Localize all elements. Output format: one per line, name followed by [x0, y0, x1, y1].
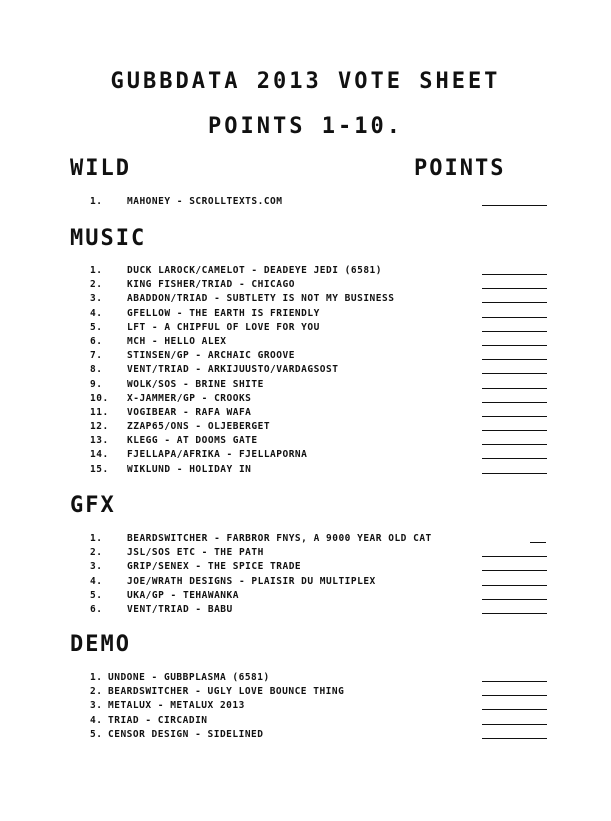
list-item: [0, 671, 611, 685]
entry-number: 12.: [90, 421, 109, 433]
list-item: [0, 728, 611, 742]
section-heading-gfx: GFX: [70, 493, 116, 518]
list-item: [0, 546, 611, 560]
list-item: [0, 349, 611, 363]
entry-title: VOGIBEAR - RAFA WAFA: [127, 406, 252, 418]
list-item: [0, 307, 611, 321]
entry-number: 14.: [90, 449, 109, 461]
entry-title: BEARDSWITCHER - UGLY LOVE BOUNCE THING: [108, 686, 345, 698]
entry-title: UKA/GP - TEHAWANKA: [127, 589, 239, 601]
points-blank-line[interactable]: [482, 585, 547, 586]
points-blank-line[interactable]: [482, 331, 547, 332]
list-item: [0, 335, 611, 349]
entry-number: 4.: [90, 714, 103, 726]
entry-title: VENT/TRIAD - ARKIJUUSTO/VARDAGSOST: [127, 364, 339, 376]
entry-title: FJELLAPA/AFRIKA - FJELLAPORNA: [127, 449, 308, 461]
entry-number: 3.: [90, 293, 103, 305]
entry-number: 5.: [90, 589, 103, 601]
entry-number: 3.: [90, 561, 103, 573]
list-item: [0, 278, 611, 292]
points-blank-line[interactable]: [482, 402, 547, 403]
points-range-title: POINTS 1-10.: [208, 114, 403, 139]
list-item: [0, 603, 611, 617]
entry-title: MCH - HELLO ALEX: [127, 335, 227, 347]
entry-title: WIKLUND - HOLIDAY IN: [127, 463, 252, 475]
points-blank-line[interactable]: [482, 388, 547, 389]
entry-title: CENSOR DESIGN - SIDELINED: [108, 728, 264, 740]
wild-entries-list: [0, 195, 611, 209]
points-blank-line[interactable]: [482, 359, 547, 360]
list-item: [0, 685, 611, 699]
entry-title: GFELLOW - THE EARTH IS FRIENDLY: [127, 307, 320, 319]
points-blank-line[interactable]: [482, 345, 547, 346]
list-item: [0, 532, 611, 546]
points-blank-line[interactable]: [482, 317, 547, 318]
music-entries-list: [0, 264, 611, 477]
list-item: [0, 434, 611, 448]
points-blank-line[interactable]: [482, 570, 547, 571]
entry-number: 1.: [90, 672, 103, 683]
sheet-title: GUBBDATA 2013 VOTE SHEET: [110, 69, 501, 94]
entry-title: WOLK/SOS - BRINE SHITE: [127, 378, 264, 390]
points-blank-line[interactable]: [482, 205, 547, 206]
points-blank-line[interactable]: [530, 542, 546, 543]
section-heading-wild: WILD: [70, 156, 131, 181]
points-blank-line[interactable]: [482, 430, 547, 431]
list-item: [0, 378, 611, 392]
entry-title: BEARDSWITCHER - FARBROR FNYS, A 9000 YEAR OLD CAT: [127, 533, 432, 544]
entry-title: TRIAD - CIRCADIN: [108, 714, 208, 726]
list-item: [0, 195, 611, 209]
entry-number: 1.: [90, 533, 103, 544]
entry-number: 5.: [90, 321, 103, 333]
points-blank-line[interactable]: [482, 458, 547, 459]
section-heading-demo: DEMO: [70, 632, 131, 657]
entry-title: STINSEN/GP - ARCHAIC GROOVE: [127, 350, 295, 362]
entry-number: 2.: [90, 547, 103, 559]
entry-title: DUCK LAROCK/CAMELOT - DEADEYE JEDI (6581): [127, 265, 382, 276]
points-blank-line[interactable]: [482, 416, 547, 417]
list-item: [0, 264, 611, 278]
points-blank-line[interactable]: [482, 288, 547, 289]
points-blank-line[interactable]: [482, 444, 547, 445]
demo-entries-list: [0, 671, 611, 742]
points-blank-line[interactable]: [482, 556, 547, 557]
list-item: [0, 575, 611, 589]
entry-title: LFT - A CHIPFUL OF LOVE FOR YOU: [127, 321, 320, 333]
entry-number: 11.: [90, 406, 109, 418]
entry-title: UNDONE - GUBBPLASMA (6581): [108, 672, 270, 683]
entry-number: 7.: [90, 350, 103, 362]
list-item: [0, 321, 611, 335]
points-blank-line[interactable]: [482, 681, 547, 682]
entry-number: 13.: [90, 435, 109, 447]
list-item: [0, 406, 611, 420]
list-item: [0, 560, 611, 574]
points-blank-line[interactable]: [482, 709, 547, 710]
list-item: [0, 292, 611, 306]
entry-number: 15.: [90, 463, 109, 475]
points-blank-line[interactable]: [482, 302, 547, 303]
section-heading-music: MUSIC: [70, 226, 147, 251]
entry-title: KLEGG - AT DOOMS GATE: [127, 435, 258, 447]
list-item: [0, 448, 611, 462]
entry-number: 5.: [90, 728, 103, 740]
entry-number: 4.: [90, 575, 103, 587]
points-blank-line[interactable]: [482, 373, 547, 374]
entry-number: 4.: [90, 307, 103, 319]
entry-title: JSL/SOS ETC - THE PATH: [127, 547, 264, 559]
points-blank-line[interactable]: [482, 473, 547, 474]
entry-number: 10.: [90, 392, 109, 404]
list-item: [0, 463, 611, 477]
gfx-entries-list: [0, 532, 611, 617]
points-blank-line[interactable]: [482, 695, 547, 696]
entry-number: 3.: [90, 700, 103, 712]
entry-number: 6.: [90, 603, 103, 615]
list-item: [0, 714, 611, 728]
entry-title: X-JAMMER/GP - CROOKS: [127, 392, 252, 404]
list-item: [0, 589, 611, 603]
list-item: [0, 392, 611, 406]
entry-title: MAHONEY - SCROLLTEXTS.COM: [127, 196, 283, 207]
entry-title: KING FISHER/TRIAD - CHICAGO: [127, 279, 295, 291]
list-item: [0, 363, 611, 377]
entry-title: JOE/WRATH DESIGNS - PLAISIR DU MULTIPLEX: [127, 575, 376, 587]
entry-title: ABADDON/TRIAD - SUBTLETY IS NOT MY BUSINESS: [127, 293, 395, 305]
points-column-heading: POINTS: [414, 156, 506, 181]
points-blank-line[interactable]: [482, 599, 547, 600]
entry-number: 2.: [90, 279, 103, 291]
entry-number: 2.: [90, 686, 103, 698]
points-blank-line[interactable]: [482, 724, 547, 725]
entry-number: 8.: [90, 364, 103, 376]
entry-number: 9.: [90, 378, 103, 390]
list-item: [0, 699, 611, 713]
entry-title: VENT/TRIAD - BABU: [127, 603, 233, 615]
entry-title: METALUX - METALUX 2013: [108, 700, 245, 712]
entry-title: ZZAP65/ONS - OLJEBERGET: [127, 421, 271, 433]
points-blank-line[interactable]: [482, 738, 547, 739]
list-item: [0, 420, 611, 434]
points-blank-line[interactable]: [482, 613, 547, 614]
entry-number: 6.: [90, 335, 103, 347]
entry-number: 1.: [90, 265, 103, 276]
entry-number: 1.: [90, 196, 103, 207]
points-blank-line[interactable]: [482, 274, 547, 275]
entry-title: GRIP/SENEX - THE SPICE TRADE: [127, 561, 302, 573]
